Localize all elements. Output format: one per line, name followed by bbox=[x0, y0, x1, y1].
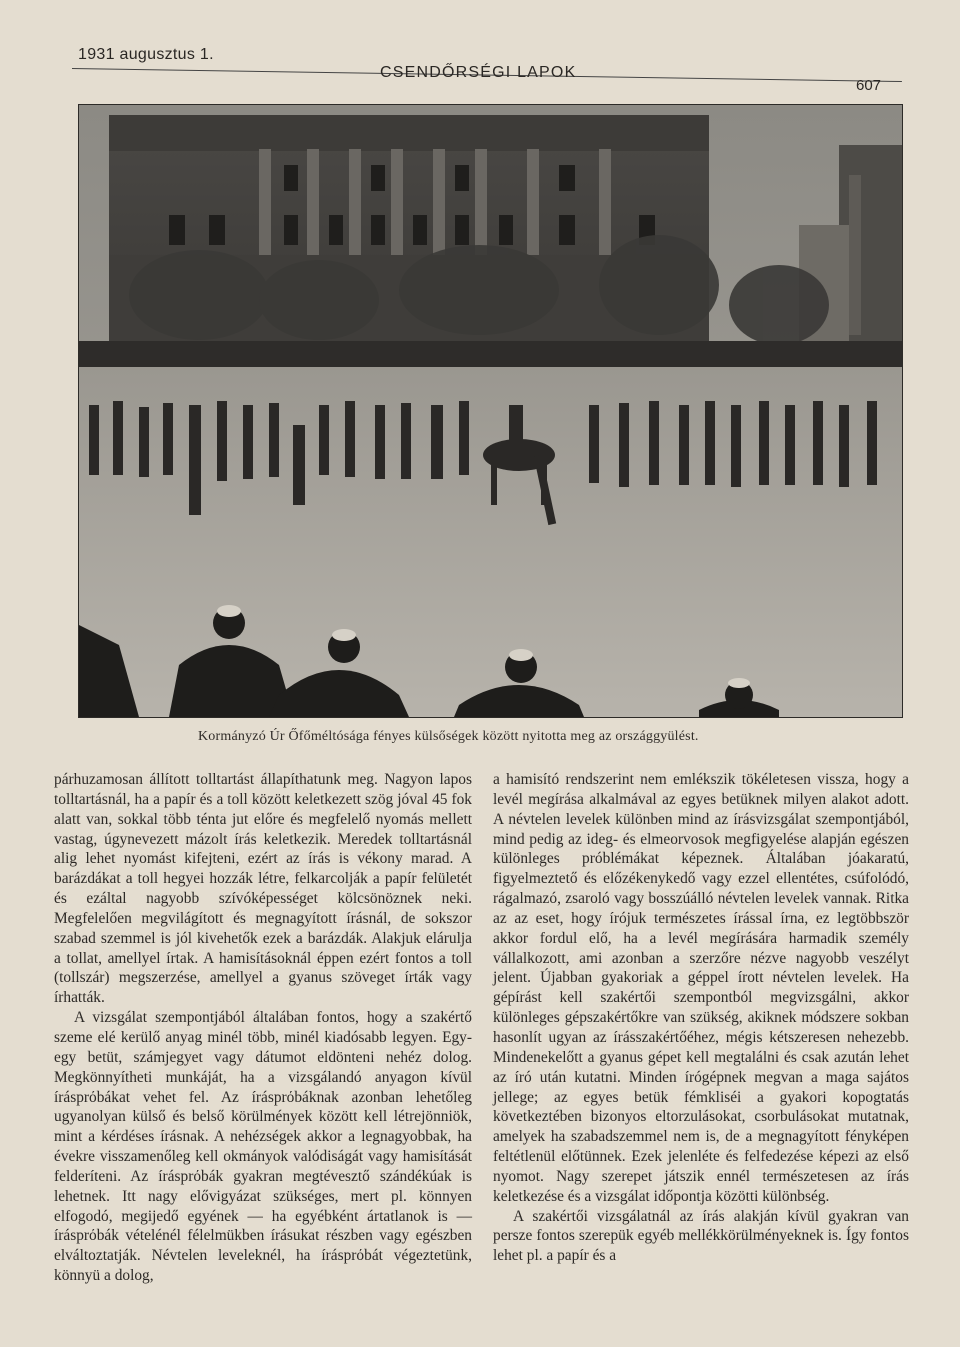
left-paragraph-1: párhuzamosan állított tolltartást állapíthatunk meg. Nagyon lapos tolltartásnál, ha a papír és a toll között keletkezett szög jóval 45 fok alatt van, sokkal több ténta jut előre és megfelelő nyomás mellett vastag, úgynevezett mázolt írás keletkezik. Meredek tolltartásnál alig lehet nyomást kifejteni, ezért az írás is vékony marad. A barázdákat a toll hegyei hozzák létre, felkarcolják a papír felületét és ezáltal nagyobb szívóképességet kölcsönöznek neki. Megfelelően megvilágított és megnagyított írásnál, de sokszor szabad szemmel is jól kivehetők ezek a barázdák. Alakjuk elárulja a tollat, amellyel írtak. A hamisításoknál éppen ezért fontos a toll (tollszár) megszerzése, amellyel a gyanus szöveget írták vagy írhatták. bbox=[54, 771, 472, 1007]
photo-caption: Kormányzó Úr Őfőméltósága fényes külsőségek között nyitotta meg az országgyülést. bbox=[198, 729, 699, 744]
journal-title: CSENDŐRSÉGI LAPOK bbox=[380, 64, 577, 81]
left-paragraph-2: A vizsgálat szempontjából általában fontos, hogy a szakértő szeme elé kerülő anyag minél több, minél kiadósabb legyen. Egy-egy betüt, számjegyet vagy dátumot eldönteni nehéz dolog. Megkönnyítheti munkáját, ha a vizsgálandó anyagon kívül írásprόbákat vehet fel. Az írásprόbáknak azonban lehetőleg ugyanolyan külső és belső körülmények között kell létrejönniök, mint a kérdéses írásnak. A nehézségek akkor a legnagyobbak, ha évekre visszamenőleg kell okmányok valódiságát vagy hamisítását felderíteni. Az írásprόbák gyakran megtévesztő szándékúak is lehetnek. Itt nagy elővigyázat szükséges, mert pl. könnyen elfogodó, megijedő egyének — ha egyébként ártatlanok is — írásprόbák vételénél félelmükben írásukat részben vagy egészben elváltoztatják. Névtelen leveleknél, ha írásprόbát végeztetünk, könnyü a dolog, bbox=[54, 1009, 472, 1285]
right-paragraph-2: A szakértői vizsgálatnál az írás alakján kívül gyakran van persze fontos szerepük egyéb mellékkörülményeknek is. Így fontos lehet pl. a papír és a bbox=[493, 1207, 909, 1265]
page-number: 607 bbox=[856, 77, 882, 94]
right-column bbox=[493, 770, 909, 1266]
left-column bbox=[54, 770, 472, 1286]
right-paragraph-1: a hamisító rendszerint nem emlékszik tökéletesen vissza, hogy a levél megírása alkalmával az egyes betüknek milyen alakot adott. A névtelen levelek különben mind az írásvizsgálat szempontjából, mind pedig az ideg- és elmeorvosok megfigyelése alapján egészen különleges próblémákat képeznek. Általában jóakaratú, figyelmeztető és előzékenykedő vagy ezzel ellentétes, csúfolódó, rágalmazó, zsaroló vagy bosszúálló névtelen levelek vannak. Ritka az az eset, hogy írójuk természetes írással írna, ez legtöbbször akkor fordul elő, ha a levél megírására harmadik személy vállalkozott, ami azonban a szerzőre nézve nagyobb veszélyt jelent. Újabban gyakoriak a géppel írott névtelen levelek. Ha gépírást kell szakértői szempontból megvizsgálni, akkor különleges gépszakértőkre van szükség, akiknek módszere sokban hasonlít ugyan az írásszakértőéhez, mégis kétszeresen nehezebb. Mindenekelőtt a gyanus gépet kell megtalálni és csak azután lehet az író után kutatni. Minden írógépnek megvan a maga sajátos jellege; az egyes betük fémkliséi a gyakori kopogtatás következtében bizonyos eltorzulásokat, csorbulásokat mutatnak, amelyek ha szabadszemmel nem is, de a megnagyított fényképen feltétlenül előtünnek. Ezek jelenléte és felfedezése képezi az első nyomot. Nagy szerepet játszik ennél természetesen az írás keletkezése és a vizsgálat időpontja közötti különbség. bbox=[493, 771, 909, 1205]
parade-photograph bbox=[78, 104, 903, 718]
issue-date: 1931 augusztus 1. bbox=[78, 46, 214, 63]
